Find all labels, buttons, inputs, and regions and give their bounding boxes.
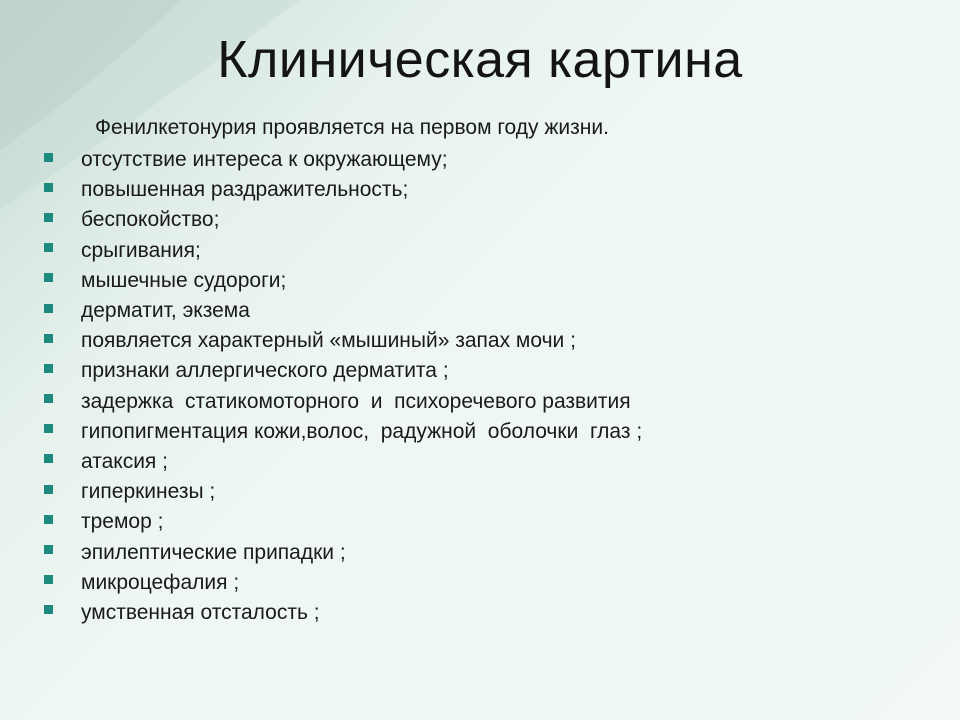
list-item bbox=[44, 296, 642, 326]
square-bullet-icon bbox=[44, 273, 53, 282]
list-item bbox=[44, 568, 642, 598]
list-item-text: умственная отсталость ; bbox=[81, 600, 320, 624]
list-item bbox=[44, 266, 642, 296]
square-bullet-icon bbox=[44, 183, 53, 192]
list-item bbox=[44, 205, 642, 235]
list-item-text: повышенная раздражительность; bbox=[81, 178, 409, 202]
list-item-text: появляется характерный «мышиный» запах мочи ; bbox=[81, 329, 576, 353]
square-bullet-icon bbox=[44, 545, 53, 554]
square-bullet-icon bbox=[44, 454, 53, 463]
list-item bbox=[44, 537, 642, 567]
list-item-text: отсутствие интереса к окружающему; bbox=[81, 148, 448, 172]
square-bullet-icon bbox=[44, 153, 53, 162]
list-item-text: гиперкинезы ; bbox=[81, 480, 216, 504]
list-item-text: микроцефалия ; bbox=[81, 570, 240, 594]
square-bullet-icon bbox=[44, 605, 53, 614]
square-bullet-icon bbox=[44, 485, 53, 494]
list-item-text: срыгивания; bbox=[81, 238, 201, 262]
list-item bbox=[44, 507, 642, 537]
square-bullet-icon bbox=[44, 243, 53, 252]
square-bullet-icon bbox=[44, 575, 53, 584]
square-bullet-icon bbox=[44, 213, 53, 222]
list-item-text: эпилептические припадки ; bbox=[81, 540, 346, 564]
list-item bbox=[44, 145, 642, 175]
square-bullet-icon bbox=[44, 394, 53, 403]
slide-title: Клиническая картина bbox=[217, 31, 743, 89]
square-bullet-icon bbox=[44, 364, 53, 373]
list-item-text: тремор ; bbox=[81, 510, 164, 534]
list-item bbox=[44, 417, 642, 447]
list-item bbox=[44, 356, 642, 386]
square-bullet-icon bbox=[44, 515, 53, 524]
list-item-text: гипопигментация кожи,волос, радужной оболочки глаз ; bbox=[81, 419, 643, 443]
intro-text: Фенилкетонурия проявляется на первом году жизни. bbox=[95, 116, 609, 139]
list-item-text: мышечные судороги; bbox=[81, 268, 287, 292]
symptom-list bbox=[44, 145, 642, 628]
list-item bbox=[44, 598, 642, 628]
list-item-text: задержка статикомоторного и психоречевого развития bbox=[81, 389, 631, 413]
list-item bbox=[44, 477, 642, 507]
list-item bbox=[44, 387, 642, 417]
square-bullet-icon bbox=[44, 334, 53, 343]
list-item-text: дерматит, экзема bbox=[81, 299, 250, 323]
list-item-text: признаки аллергического дерматита ; bbox=[81, 359, 449, 383]
list-item bbox=[44, 236, 642, 266]
list-item-text: атаксия ; bbox=[81, 449, 168, 473]
list-item-text: беспокойство; bbox=[81, 208, 220, 232]
list-item bbox=[44, 175, 642, 205]
list-item bbox=[44, 447, 642, 477]
list-item bbox=[44, 326, 642, 356]
square-bullet-icon bbox=[44, 424, 53, 433]
square-bullet-icon bbox=[44, 304, 53, 313]
